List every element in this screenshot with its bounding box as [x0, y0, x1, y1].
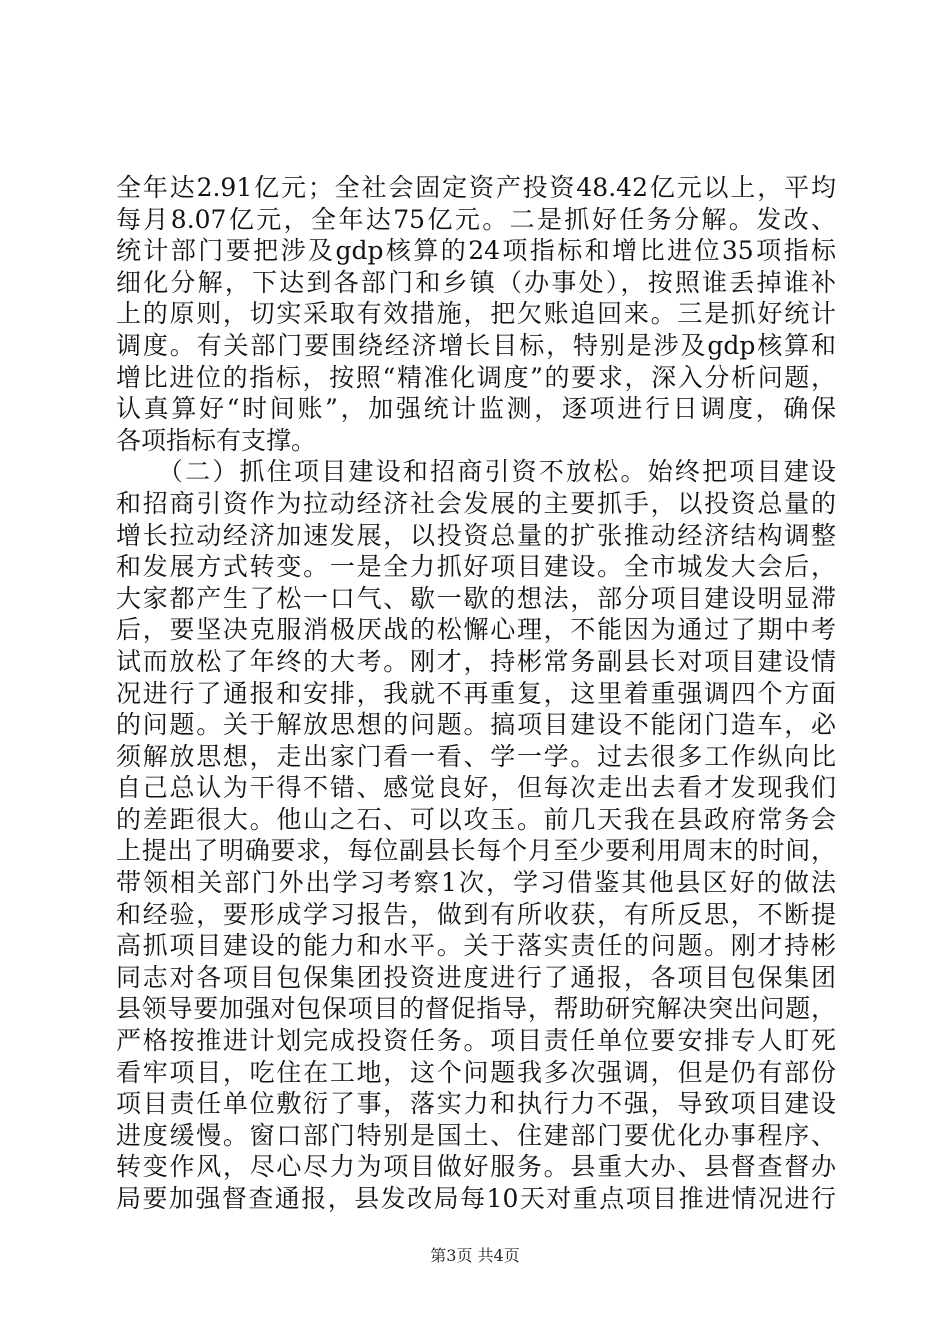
text-line: 和发展方式转变。一是全力抓好项目建设。全市城发大会后，: [116, 552, 836, 582]
text-line: 严格按推进计划完成投资任务。项目责任单位要安排专人盯死: [116, 1026, 836, 1056]
text-line: 后，要坚决克服消极厌战的松懈心理，不能因为通过了期中考: [116, 615, 836, 645]
text-line: 转变作风，尽心尽力为项目做好服务。县重大办、县督查督办: [116, 1152, 836, 1182]
text-line: 细化分解，下达到各部门和乡镇（办事处），按照谁丢掉谁补: [116, 267, 836, 297]
text-line: 项目责任单位敷衍了事，落实力和执行力不强，导致项目建设: [116, 1089, 836, 1119]
text-line: 况进行了通报和安排，我就不再重复，这里着重强调四个方面: [116, 678, 836, 708]
text-line: （二）抓住项目建设和招商引资不放松。始终把项目建设: [116, 457, 836, 487]
text-line: 进度缓慢。窗口部门特别是国土、住建部门要优化办事程序、: [116, 1120, 836, 1150]
text-line: 同志对各项目包保集团投资进度进行了通报，各项目包保集团: [116, 962, 836, 992]
text-line: 局要加强督查通报，县发改局每10天对重点项目推进情况进行: [116, 1184, 836, 1213]
text-line: 和经验，要形成学习报告，做到有所收获，有所反思，不断提: [116, 899, 836, 929]
text-line: 的差距很大。他山之石、可以攻玉。前几天我在县政府常务会: [116, 804, 836, 834]
text-line: 大家都产生了松一口气、歇一歇的想法，部分项目建设明显滞: [116, 583, 836, 613]
text-line: 各项指标有支撑。: [116, 425, 317, 455]
text-line: 统计部门要把涉及gdp核算的24项指标和增比进位35项指标: [116, 236, 836, 266]
body-text: [116, 172, 836, 1215]
text-line: 每月8.07亿元，全年达75亿元。二是抓好任务分解。发改、: [116, 204, 836, 234]
text-line: 自己总认为干得不错、感觉良好，但每次走出去看才发现我们: [116, 773, 836, 803]
text-line: 认真算好“时间账”，加强统计监测，逐项进行日调度，确保: [116, 394, 836, 424]
text-line: 上的原则，切实采取有效措施，把欠账追回来。三是抓好统计: [116, 299, 836, 329]
text-line: 看牢项目，吃住在工地，这个问题我多次强调，但是仍有部份: [116, 1057, 836, 1087]
text-line: 增比进位的指标，按照“精准化调度”的要求，深入分析问题，: [116, 362, 836, 392]
text-line: 上提出了明确要求，每位副县长每个月至少要利用周末的时间，: [116, 836, 836, 866]
text-line: 的问题。关于解放思想的问题。搞项目建设不能闭门造车，必: [116, 710, 836, 740]
text-line: 增长拉动经济加速发展，以投资总量的扩张推动经济结构调整: [116, 520, 836, 550]
text-line: 须解放思想，走出家门看一看、学一学。过去很多工作纵向比: [116, 741, 836, 771]
text-line: 和招商引资作为拉动经济社会发展的主要抓手，以投资总量的: [116, 488, 836, 518]
page-footer: 第3页 共4页: [430, 1246, 520, 1265]
text-line: 调度。有关部门要围绕经济增长目标，特别是涉及gdp核算和: [116, 330, 836, 360]
text-line: 全年达2.91亿元；全社会固定资产投资48.42亿元以上，平均: [116, 173, 836, 202]
text-line: 试而放松了年终的大考。刚才，持彬常务副县长对项目建设情: [116, 646, 836, 676]
text-line: 带领相关部门外出学习考察1次，学习借鉴其他县区好的做法: [116, 868, 836, 898]
text-line: 高抓项目建设的能力和水平。关于落实责任的问题。刚才持彬: [116, 931, 836, 961]
text-line: 县领导要加强对包保项目的督促指导，帮助研究解决突出问题，: [116, 994, 836, 1024]
